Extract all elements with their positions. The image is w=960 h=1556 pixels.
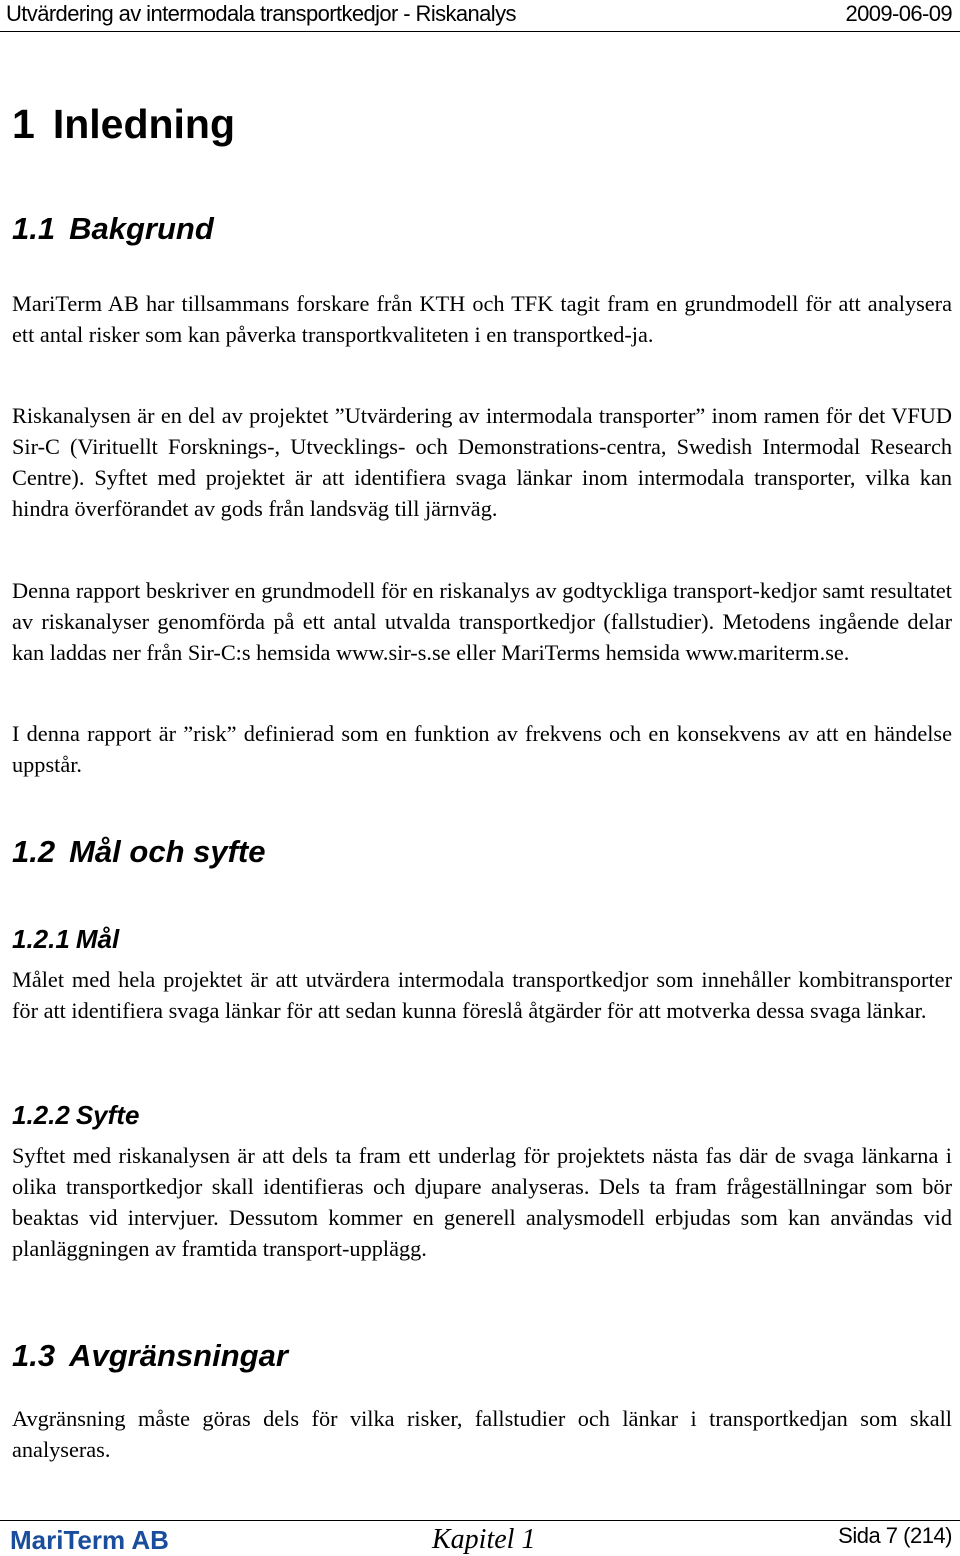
page-number: Sida 7 (214) (838, 1523, 952, 1548)
paragraph-avgransningar: Avgränsning måste göras dels för vilka risker, fallstudier och länkar i transportkedjan som skall analyseras. (12, 1406, 952, 1462)
paragraph-mal: Målet med hela projektet är att utvärdera intermodala transportkedjor som innehåller kombitransporter för att identifiera svaga länkar för att sedan kunna föreslå åtgärder för att motverka dessa svaga länkar. (12, 967, 952, 1023)
header-title: Utvärdering av intermodala transportkedjor - Riskanalys (6, 1, 516, 26)
subsection-number: 1.2.1 (12, 924, 70, 954)
footer-chapter: Kapitel 1 (432, 1524, 536, 1555)
chapter-number: 1 (12, 101, 35, 147)
mariterm-logo: MariTerm AB (10, 1525, 169, 1555)
page-header (0, 0, 960, 32)
paragraph-syfte: Syftet med riskanalysen är att dels ta fram ett underlag för projektets nästa fas där de svaga länkarna i olika transportkedjor skall identifieras och djupare analyseras. Dels ta fram frågeställningar som bör beaktas vid intervjuer. Dessutom kommer en generell analysmodell erbjudas som kan användas vid planläggningen av framtida transport-upplägg. (12, 1143, 952, 1261)
section-number: 1.1 (12, 211, 56, 246)
paragraph-bakgrund-4: I denna rapport är ”risk” definierad som en funktion av frekvens och en konsekvens av att en händelse uppstår. (12, 721, 952, 777)
chapter-heading (12, 101, 235, 148)
section-title: Mål och syfte (69, 834, 266, 869)
subsection-title: Syfte (75, 1100, 140, 1130)
section-title: Bakgrund (69, 211, 214, 246)
header-date: 2009-06-09 (845, 1, 952, 26)
section-title: Avgränsningar (69, 1338, 288, 1373)
section-heading-avgransningar (12, 1338, 288, 1374)
subsection-heading-mal (12, 924, 119, 955)
paragraph-bakgrund-2: Riskanalysen är en del av projektet ”Utvärdering av intermodala transporter” inom ramen för det VFUD Sir-C (Virituellt Forsknings-, Utvecklings- och Demonstrations-centra, Swedish Intermodal Research Centre). Syftet med projektet är att identifiera svaga länkar inom intermodala transporter, vilka kan hindra överförandet av gods från landsväg till järnväg. (12, 403, 952, 521)
paragraph-bakgrund-3: Denna rapport beskriver en grundmodell för en riskanalys av godtyckliga transport-kedjor samt resultatet av riskanalyser genomförda på ett antal utvalda transportkedjor (fallstudier). Metodens ingående delar kan laddas ner från Sir-C:s hemsida www.sir-s.se eller MariTerms hemsida www.mariterm.se. (12, 578, 952, 665)
subsection-number: 1.2.2 (12, 1100, 70, 1130)
paragraph-bakgrund-1: MariTerm AB har tillsammans forskare från KTH och TFK tagit fram en grundmodell för att analysera ett antal risker som kan påverka transportkvaliteten i en transportked-ja. (12, 291, 952, 347)
section-number: 1.3 (12, 1338, 56, 1373)
section-heading-mal-och-syfte (12, 834, 266, 870)
section-number: 1.2 (12, 834, 56, 869)
subsection-heading-syfte (12, 1100, 139, 1131)
section-heading-bakgrund (12, 211, 214, 247)
chapter-title: Inledning (52, 101, 236, 147)
subsection-title: Mål (75, 924, 120, 954)
page-footer (0, 1520, 960, 1555)
